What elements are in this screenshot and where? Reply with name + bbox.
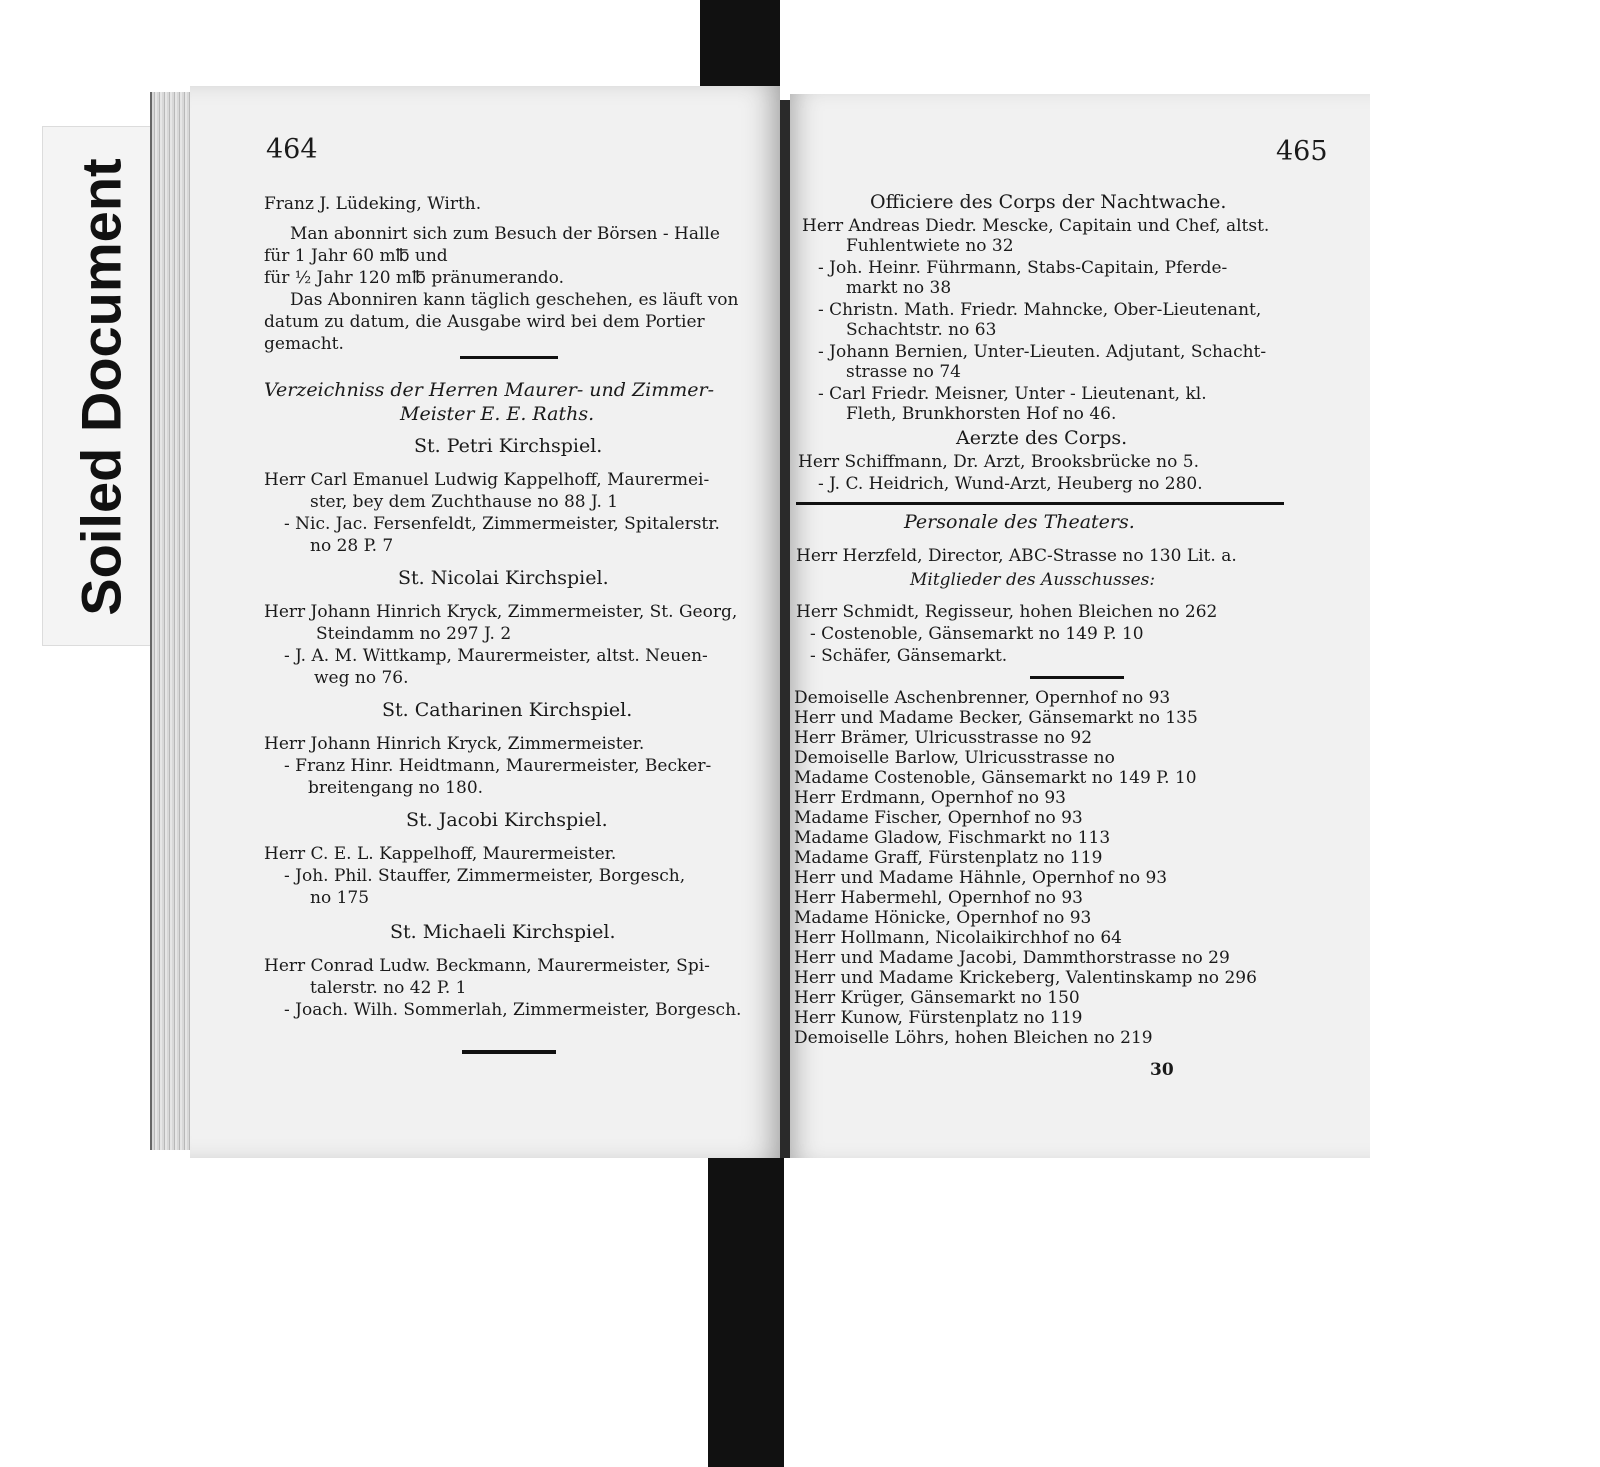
text-line: weg no 76. xyxy=(314,668,409,688)
section-title: Meister E. E. Raths. xyxy=(400,403,595,425)
page-number: 464 xyxy=(266,134,318,165)
text-line: no 175 xyxy=(310,888,370,908)
member-line: Madame Fischer, Opernhof no 93 xyxy=(794,808,1083,828)
text-line: Herr Conrad Ludw. Beckmann, Maurermeister, Spi- xyxy=(264,956,710,976)
text-line: Herr Johann Hinrich Kryck, Zimmermeister, St. Georg, xyxy=(264,602,738,622)
text-line: - J. A. M. Wittkamp, Maurermeister, altst. Neuen- xyxy=(284,646,708,666)
section-divider xyxy=(462,1050,556,1054)
text-line: no 28 P. 7 xyxy=(310,536,394,556)
signature-mark: 30 xyxy=(1150,1060,1174,1080)
parish-heading: St. Nicolai Kirchspiel. xyxy=(398,567,609,589)
label-text: Soiled Document xyxy=(69,158,133,616)
member-line: Herr Kunow, Fürstenplatz no 119 xyxy=(794,1008,1083,1028)
text-line: Fleth, Brunkhorsten Hof no 46. xyxy=(846,404,1117,424)
member-line: Herr und Madame Becker, Gänsemarkt no 135 xyxy=(794,708,1198,728)
member-line: Demoiselle Barlow, Ulricusstrasse no xyxy=(794,748,1115,768)
soiled-document-label xyxy=(42,126,158,646)
page-number: 465 xyxy=(1276,136,1328,167)
section-heading: Officiere des Corps der Nachtwache. xyxy=(870,191,1227,213)
member-line: Herr Hollmann, Nicolaikirchhof no 64 xyxy=(794,928,1122,948)
text-line: für ½ Jahr 120 m℔ pränumerando. xyxy=(264,268,565,288)
section-divider xyxy=(460,356,558,359)
section-title: Verzeichniss der Herren Maurer- und Zimmer- xyxy=(264,379,715,401)
text-line: Herr Andreas Diedr. Mescke, Capitain und Chef, altst. xyxy=(802,216,1270,236)
text-line: für 1 Jahr 60 m℔ und xyxy=(264,246,448,266)
section-divider xyxy=(796,502,1284,505)
member-line: Herr und Madame Krickeberg, Valentinskamp no 296 xyxy=(794,968,1257,988)
text-line: Herr Johann Hinrich Kryck, Zimmermeister. xyxy=(264,734,645,754)
text-line: Schachtstr. no 63 xyxy=(846,320,997,340)
left-page xyxy=(190,86,780,1158)
member-line: Herr und Madame Hähnle, Opernhof no 93 xyxy=(794,868,1168,888)
section-heading: Aerzte des Corps. xyxy=(956,427,1128,449)
text-line: - Franz Hinr. Heidtmann, Maurermeister, Becker- xyxy=(284,756,712,776)
text-line: Fuhlentwiete no 32 xyxy=(846,236,1014,256)
text-line: strasse no 74 xyxy=(846,362,961,382)
text-line: - J. C. Heidrich, Wund-Arzt, Heuberg no 280. xyxy=(818,474,1203,494)
text-line: Herr Schiffmann, Dr. Arzt, Brooksbrücke no 5. xyxy=(798,452,1199,472)
text-line: - Schäfer, Gänsemarkt. xyxy=(810,646,1008,666)
member-line: Herr und Madame Jacobi, Dammthorstrasse no 29 xyxy=(794,948,1230,968)
member-line: Herr Erdmann, Opernhof no 93 xyxy=(794,788,1066,808)
text-line: - Nic. Jac. Fersenfeldt, Zimmermeister, Spitalerstr. xyxy=(284,514,720,534)
text-line: Steindamm no 297 J. 2 xyxy=(316,624,512,644)
parish-heading: St. Michaeli Kirchspiel. xyxy=(390,921,616,943)
text-line: ster, bey dem Zuchthause no 88 J. 1 xyxy=(310,492,619,512)
member-line: Herr Brämer, Ulricusstrasse no 92 xyxy=(794,728,1093,748)
text-line: Herr Carl Emanuel Ludwig Kappelhoff, Maurermei- xyxy=(264,470,710,490)
member-line: Madame Hönicke, Opernhof no 93 xyxy=(794,908,1092,928)
text-line: Herr Schmidt, Regisseur, hohen Bleichen no 262 xyxy=(796,602,1218,622)
binding-strap-bottom xyxy=(708,1140,784,1467)
text-line: talerstr. no 42 P. 1 xyxy=(310,978,467,998)
subheading: Mitglieder des Ausschusses: xyxy=(910,570,1156,590)
member-line: Herr Habermehl, Opernhof no 93 xyxy=(794,888,1083,908)
member-line: Madame Graff, Fürstenplatz no 119 xyxy=(794,848,1103,868)
text-line: - Joh. Phil. Stauffer, Zimmermeister, Borgesch, xyxy=(284,866,686,886)
text-line: Das Abonniren kann täglich geschehen, es läuft von xyxy=(290,290,739,310)
text-line: - Christn. Math. Friedr. Mahncke, Ober-Lieutenant, xyxy=(818,300,1262,320)
text-line: Franz J. Lüdeking, Wirth. xyxy=(264,194,482,214)
text-line: breitengang no 180. xyxy=(308,778,484,798)
member-line: Herr Krüger, Gänsemarkt no 150 xyxy=(794,988,1080,1008)
parish-heading: St. Jacobi Kirchspiel. xyxy=(406,809,608,831)
text-line: gemacht. xyxy=(264,334,344,354)
text-line: - Joh. Heinr. Führmann, Stabs-Capitain, Pferde- xyxy=(818,258,1228,278)
text-line: Herr Herzfeld, Director, ABC-Strasse no 130 Lit. a. xyxy=(796,546,1237,566)
text-line: datum zu datum, die Ausgabe wird bei dem Portier xyxy=(264,312,705,332)
member-line: Demoiselle Löhrs, hohen Bleichen no 219 xyxy=(794,1028,1153,1048)
book-edge xyxy=(150,92,192,1150)
text-line: Man abonnirt sich zum Besuch der Börsen - Halle xyxy=(290,224,720,244)
member-line: Madame Costenoble, Gänsemarkt no 149 P. 10 xyxy=(794,768,1197,788)
text-line: markt no 38 xyxy=(846,278,952,298)
parish-heading: St. Petri Kirchspiel. xyxy=(414,435,603,457)
text-line: - Costenoble, Gänsemarkt no 149 P. 10 xyxy=(810,624,1144,644)
text-line: Herr C. E. L. Kappelhoff, Maurermeister. xyxy=(264,844,617,864)
parish-heading: St. Catharinen Kirchspiel. xyxy=(382,699,633,721)
section-heading: Personale des Theaters. xyxy=(904,511,1135,533)
text-line: - Joach. Wilh. Sommerlah, Zimmermeister, Borgesch. xyxy=(284,1000,742,1020)
member-line: Madame Gladow, Fischmarkt no 113 xyxy=(794,828,1111,848)
section-divider xyxy=(1030,676,1124,679)
book-gutter xyxy=(780,100,790,1158)
member-line: Demoiselle Aschenbrenner, Opernhof no 93 xyxy=(794,688,1171,708)
text-line: - Carl Friedr. Meisner, Unter - Lieutenant, kl. xyxy=(818,384,1207,404)
text-line: - Johann Bernien, Unter-Lieuten. Adjutant, Schacht- xyxy=(818,342,1267,362)
right-page xyxy=(790,94,1370,1158)
